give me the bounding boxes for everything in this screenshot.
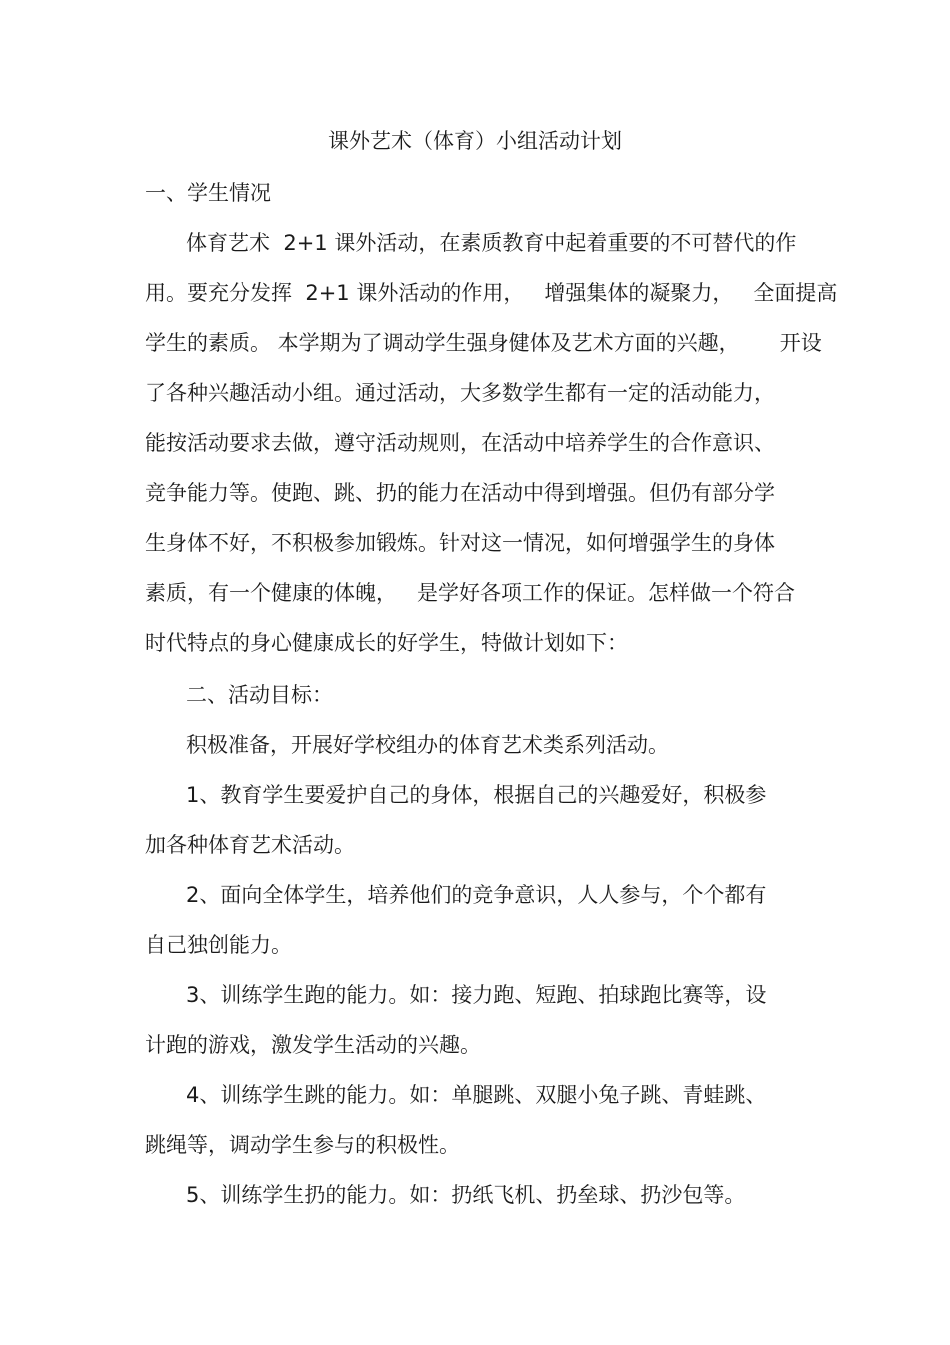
section-heading-student-situation: 一、学生情况 (145, 181, 271, 205)
paragraph-line: 用。要充分发挥 2+1 课外活动的作用， 增强集体的凝聚力， 全面提高 (145, 281, 838, 305)
goal-item-3-line-2: 计跑的游戏，激发学生活动的兴趣。 (145, 1033, 481, 1057)
goal-item-3-line-1: 3、训练学生跑的能力。如：接力跑、短跑、拍球跑比赛等，设 (186, 983, 767, 1007)
goal-item-1-line-1: 1、教育学生要爱护自己的身体，根据自己的兴趣爱好，积极参 (186, 783, 767, 807)
goal-item-2-line-1: 2、面向全体学生，培养他们的竞争意识，人人参与，个个都有 (186, 883, 767, 907)
paragraph-line: 学生的素质。 本学期为了调动学生强身健体及艺术方面的兴趣， 开设 (145, 331, 822, 355)
goal-item-4-line-1: 4、训练学生跳的能力。如：单腿跳、双腿小兔子跳、青蛙跳、 (186, 1083, 767, 1107)
paragraph-line: 竞争能力等。使跑、跳、扔的能力在活动中得到增强。但仍有部分学 (145, 481, 775, 505)
paragraph-line: 时代特点的身心健康成长的好学生，特做计划如下： (145, 631, 628, 655)
paragraph-line: 体育艺术 2+1 课外活动，在素质教育中起着重要的不可替代的作 (186, 231, 797, 255)
paragraph-line: 生身体不好，不积极参加锻炼。针对这一情况，如何增强学生的身体 (145, 531, 775, 555)
paragraph-line: 了各种兴趣活动小组。通过活动，大多数学生都有一定的活动能力， (145, 381, 775, 405)
goals-intro: 积极准备，开展好学校组办的体育艺术类系列活动。 (186, 733, 669, 757)
goal-item-2-line-2: 自己独创能力。 (145, 933, 292, 957)
goal-item-5-line-1: 5、训练学生扔的能力。如：扔纸飞机、扔垒球、扔沙包等。 (186, 1183, 746, 1207)
goal-item-1-line-2: 加各种体育艺术活动。 (145, 833, 355, 857)
section-heading-activity-goals: 二、活动目标： (186, 683, 333, 707)
paragraph-line: 能按活动要求去做，遵守活动规则，在活动中培养学生的合作意识、 (145, 431, 775, 455)
goal-item-4-line-2: 跳绳等，调动学生参与的积极性。 (145, 1133, 460, 1157)
paragraph-line: 素质，有一个健康的体魄， 是学好各项工作的保证。怎样做一个符合 (145, 581, 796, 605)
document-title: 课外艺术（体育）小组活动计划 (328, 129, 622, 153)
